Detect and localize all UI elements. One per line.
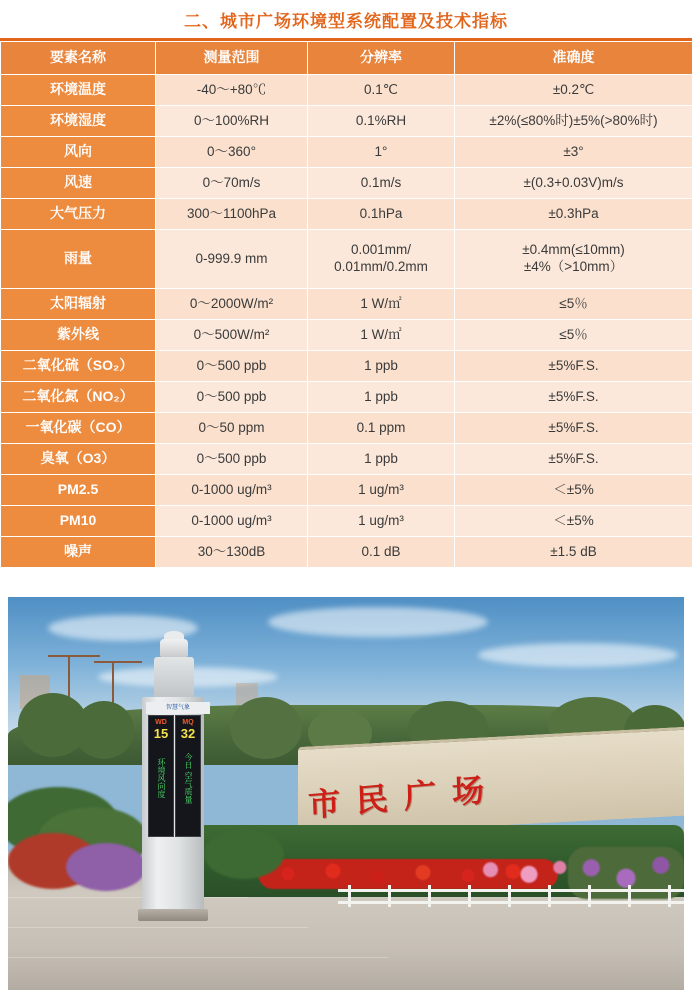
- row-name: PM2.5: [1, 475, 156, 506]
- row-accuracy: ±1.5 dB: [455, 537, 692, 568]
- station-base: [138, 909, 208, 921]
- column-header-element-name: 要素名称: [1, 42, 156, 75]
- tree: [74, 701, 134, 759]
- screen-value-left: 15: [153, 726, 169, 741]
- screen-header-left: WD: [155, 719, 167, 726]
- display-screen-right: [175, 715, 201, 837]
- display-screen-left: [148, 715, 174, 837]
- station-cap: [160, 639, 188, 657]
- row-name: 紫外线: [1, 320, 156, 351]
- row-range: 0～500 ppb: [156, 444, 308, 475]
- environment-monitoring-station: [134, 637, 214, 922]
- row-name: 环境湿度: [1, 106, 156, 137]
- screen-label-left: 环境风向度: [157, 758, 166, 798]
- fence-post: [388, 885, 391, 907]
- page-title: 二、城市广场环境型系统配置及技术指标: [0, 0, 692, 41]
- row-accuracy: ±3°: [455, 137, 692, 168]
- table-row: [1, 75, 692, 106]
- table-row: [1, 351, 692, 382]
- row-resolution: 0.1%RH: [308, 106, 455, 137]
- cloud: [268, 607, 488, 637]
- row-resolution: 1°: [308, 137, 455, 168]
- row-resolution: 1 ug/m³: [308, 506, 455, 537]
- row-name: 噪声: [1, 537, 156, 568]
- brand-logo-left: 智慧气象: [146, 702, 210, 714]
- table-row: [1, 199, 692, 230]
- row-accuracy: ±0.2℃: [455, 75, 692, 106]
- tree: [230, 697, 302, 759]
- fence-post: [668, 885, 671, 907]
- column-header-measure-range: 测量范围: [156, 42, 308, 75]
- row-resolution: 0.1 dB: [308, 537, 455, 568]
- table-row: [1, 168, 692, 199]
- row-resolution: 0.1℃: [308, 75, 455, 106]
- pavement-line: [8, 927, 308, 928]
- row-accuracy: ±(0.3+0.03V)m/s: [455, 168, 692, 199]
- row-range: 0-999.9 mm: [156, 230, 308, 289]
- row-accuracy: ±5%F.S.: [455, 382, 692, 413]
- fence-post: [348, 885, 351, 907]
- row-accuracy: ±2%(≤80%时)±5%(>80%时): [455, 106, 692, 137]
- row-accuracy: [455, 230, 692, 289]
- row-name: PM10: [1, 506, 156, 537]
- table-row: [1, 413, 692, 444]
- table-header-row: [1, 42, 692, 75]
- table-row: [1, 230, 692, 289]
- pavement-line: [8, 957, 388, 958]
- row-range: 0～100%RH: [156, 106, 308, 137]
- table-row: [1, 382, 692, 413]
- sensor-housing: [154, 657, 194, 699]
- row-accuracy: ≤5％: [455, 320, 692, 351]
- row-resolution: 1 W/㎡: [308, 320, 455, 351]
- white-fence: [338, 885, 684, 911]
- row-name: 二氧化氮（NO₂）: [1, 382, 156, 413]
- row-name: 臭氧（O3）: [1, 444, 156, 475]
- row-name: 风速: [1, 168, 156, 199]
- specification-table: [0, 41, 692, 568]
- row-accuracy-line1: ±0.4mm(≤10mm): [522, 242, 625, 258]
- row-resolution: 0.1hPa: [308, 199, 455, 230]
- row-resolution: 1 ppb: [308, 382, 455, 413]
- table-row: [1, 444, 692, 475]
- row-range: 0～70m/s: [156, 168, 308, 199]
- row-resolution: 1 ug/m³: [308, 475, 455, 506]
- row-accuracy: ±5%F.S.: [455, 413, 692, 444]
- table-row: [1, 106, 692, 137]
- cloud: [478, 643, 678, 667]
- row-range: 30～130dB: [156, 537, 308, 568]
- row-resolution-line2: 0.01mm/0.2mm: [334, 259, 428, 274]
- row-range: 0～50 ppm: [156, 413, 308, 444]
- product-photo: [8, 597, 684, 990]
- row-range: 0～500 ppb: [156, 382, 308, 413]
- wall-inscription: 市民广场: [307, 769, 501, 825]
- row-accuracy: ±0.3hPa: [455, 199, 692, 230]
- table-row: [1, 537, 692, 568]
- row-name: 一氧化碳（CO）: [1, 413, 156, 444]
- row-range: 0～360°: [156, 137, 308, 168]
- row-range: 0-1000 ug/m³: [156, 475, 308, 506]
- fence-post: [548, 885, 551, 907]
- row-accuracy: ＜±5%: [455, 475, 692, 506]
- row-range: 0-1000 ug/m³: [156, 506, 308, 537]
- table-row: [1, 506, 692, 537]
- fence-post: [468, 885, 471, 907]
- table-row: [1, 475, 692, 506]
- row-resolution: 0.1 ppm: [308, 413, 455, 444]
- table-row: [1, 137, 692, 168]
- row-range: 300～1100hPa: [156, 199, 308, 230]
- row-resolution-line1: 0.001mm/: [350, 242, 412, 258]
- station-body: [142, 697, 204, 915]
- row-resolution: 1 ppb: [308, 444, 455, 475]
- row-accuracy: ±5%F.S.: [455, 351, 692, 382]
- row-resolution: [308, 230, 455, 289]
- row-resolution: 1 ppb: [308, 351, 455, 382]
- row-name: 二氧化硫（SO₂）: [1, 351, 156, 382]
- fence-post: [628, 885, 631, 907]
- screen-value-right: 32: [180, 726, 196, 741]
- fence-post: [428, 885, 431, 907]
- row-range: -40～+80℃: [156, 75, 308, 106]
- row-name: 风向: [1, 137, 156, 168]
- row-range: 0～2000W/m²: [156, 289, 308, 320]
- screen-header-right: MQ: [182, 719, 194, 726]
- row-accuracy: ±5%F.S.: [455, 444, 692, 475]
- crane-icon: [112, 661, 114, 707]
- fence-post: [588, 885, 591, 907]
- row-accuracy: ≤5％: [455, 289, 692, 320]
- screen-label-right: 今日 空气质量: [184, 752, 193, 804]
- row-resolution: 0.1m/s: [308, 168, 455, 199]
- row-range: 0～500 ppb: [156, 351, 308, 382]
- column-header-accuracy: 准确度: [455, 42, 692, 75]
- fence-post: [508, 885, 511, 907]
- table-row: [1, 320, 692, 351]
- row-range: 0～500W/m²: [156, 320, 308, 351]
- row-resolution: 1 W/㎡: [308, 289, 455, 320]
- row-name: 太阳辐射: [1, 289, 156, 320]
- table-row: [1, 289, 692, 320]
- row-name: 环境温度: [1, 75, 156, 106]
- crane-icon: [48, 655, 100, 657]
- row-name: 雨量: [1, 230, 156, 289]
- row-name: 大气压力: [1, 199, 156, 230]
- shrub: [204, 829, 284, 879]
- column-header-resolution: 分辨率: [308, 42, 455, 75]
- row-accuracy-line2: ±4%（>10mm）: [523, 259, 624, 274]
- row-accuracy: ＜±5%: [455, 506, 692, 537]
